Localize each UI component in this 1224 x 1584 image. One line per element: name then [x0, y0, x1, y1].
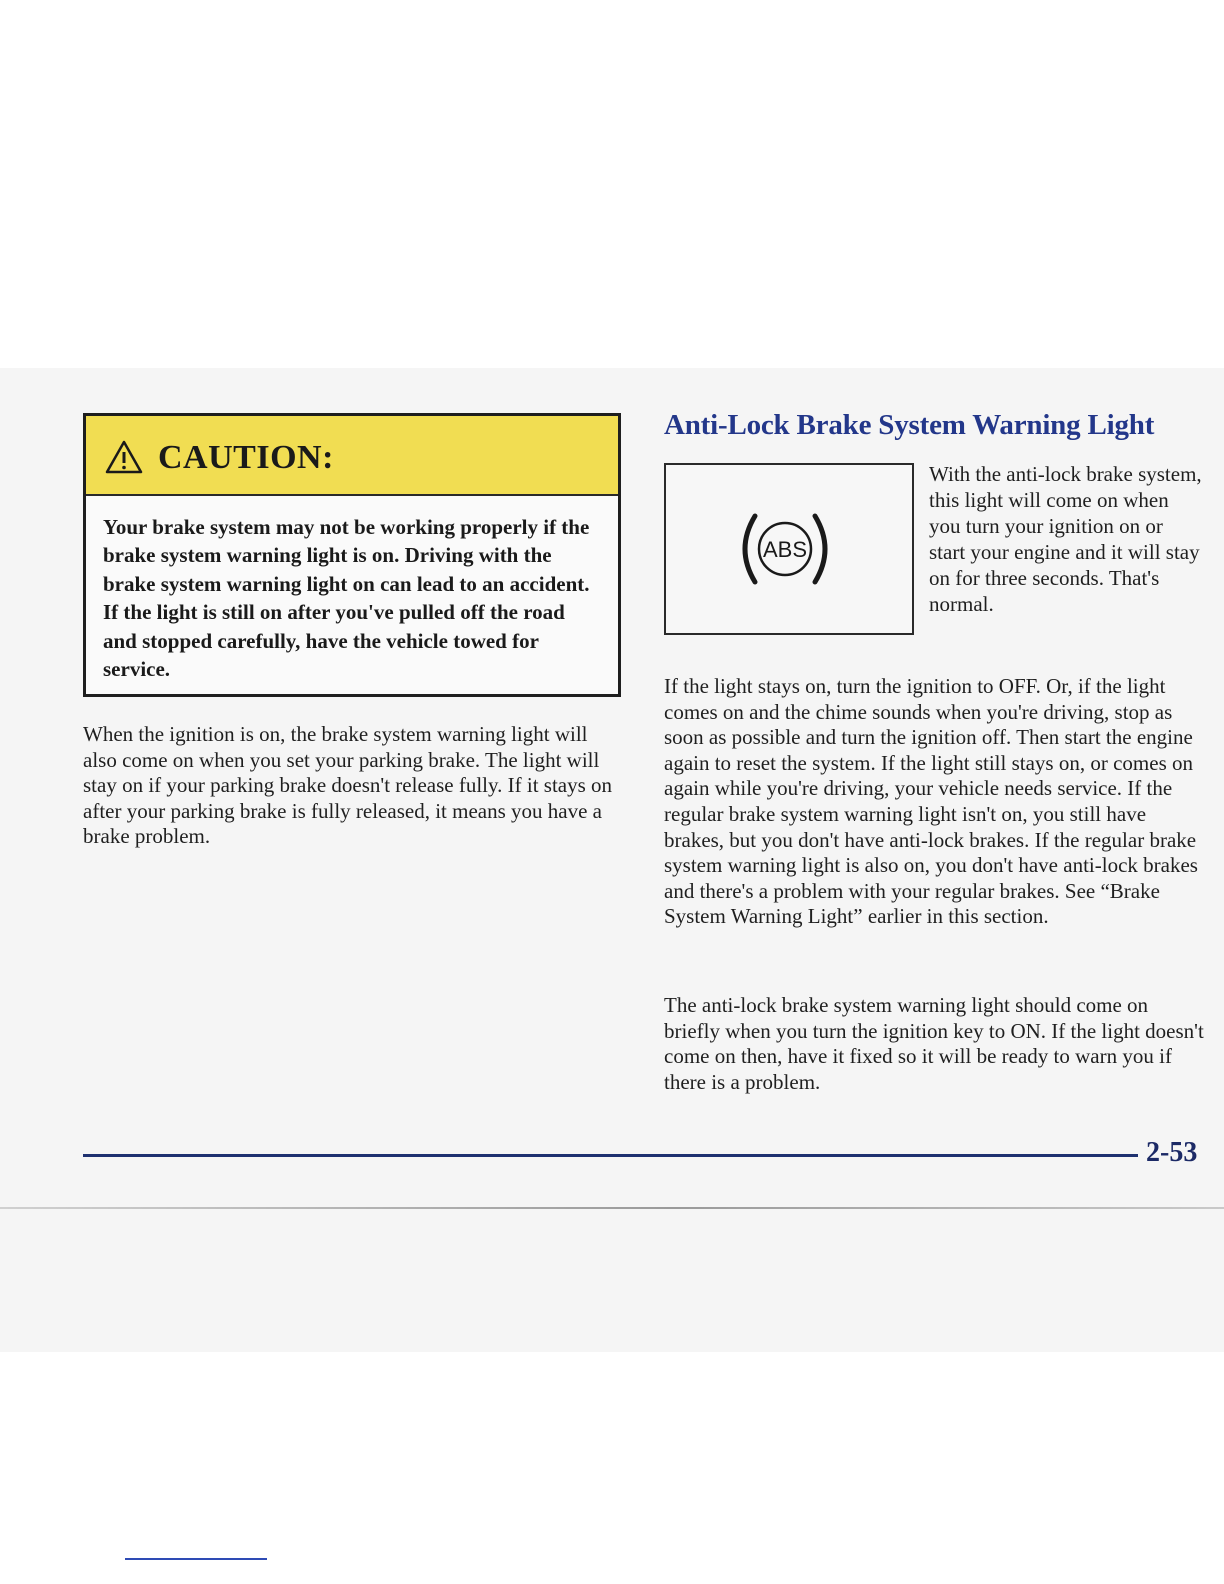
caution-header	[86, 416, 618, 496]
section-heading: Anti-Lock Brake System Warning Light	[664, 409, 1155, 441]
abs-icon-label: ABS	[762, 537, 808, 562]
caution-text: Your brake system may not be working properly if the brake system warning light is on. Driving with the brake system warning light on can lead to an accident. If the light is still on after you've pulled off the road and stopped carefully, have the vehicle towed for service.	[103, 515, 590, 682]
abs-stays-on-paragraph: If the light stays on, turn the ignition to OFF. Or, if the light comes on and the chime sounds when you're driving, stop as soon as possible and turn the ignition off. Then start the engine again to reset the system. If the light still stays on, or comes on again while you're driving, your vehicle needs service. If the regular brake system warning light isn't on, you still have brakes, but you don't have anti-lock brakes. If the regular brake system warning light is also on, you don't have anti-lock brakes and there's a problem with your regular brakes. See “Brake System Warning Light” earlier in this section.	[664, 674, 1198, 929]
abs-intro-paragraph: With the anti-lock brake system, this light will come on when you turn your ignition on or start your engine and it will stay on for three seconds. That's normal.	[929, 462, 1202, 616]
ignition-brake-paragraph: When the ignition is on, the brake system warning light will also come on when you set your parking brake. The light will stay on if your parking brake doesn't release fully. If it stays on after your parking brake is fully released, it means you have a brake problem.	[83, 722, 613, 849]
warning-triangle-icon	[104, 439, 144, 475]
page-number: 2-53	[1146, 1137, 1198, 1168]
caution-title: CAUTION:	[158, 439, 334, 476]
scan-edge-line	[0, 1207, 1224, 1209]
footer-link-underline[interactable]	[125, 1558, 267, 1560]
abs-check-paragraph: The anti-lock brake system warning light should come on briefly when you turn the ignition key to ON. If the light doesn't come on then, have it fixed so it will be ready to warn you if there is a problem.	[664, 993, 1204, 1094]
abs-icon-box	[664, 463, 914, 635]
abs-warning-light-icon	[739, 508, 831, 590]
caution-box	[83, 413, 621, 697]
footer-rule	[83, 1154, 1138, 1157]
